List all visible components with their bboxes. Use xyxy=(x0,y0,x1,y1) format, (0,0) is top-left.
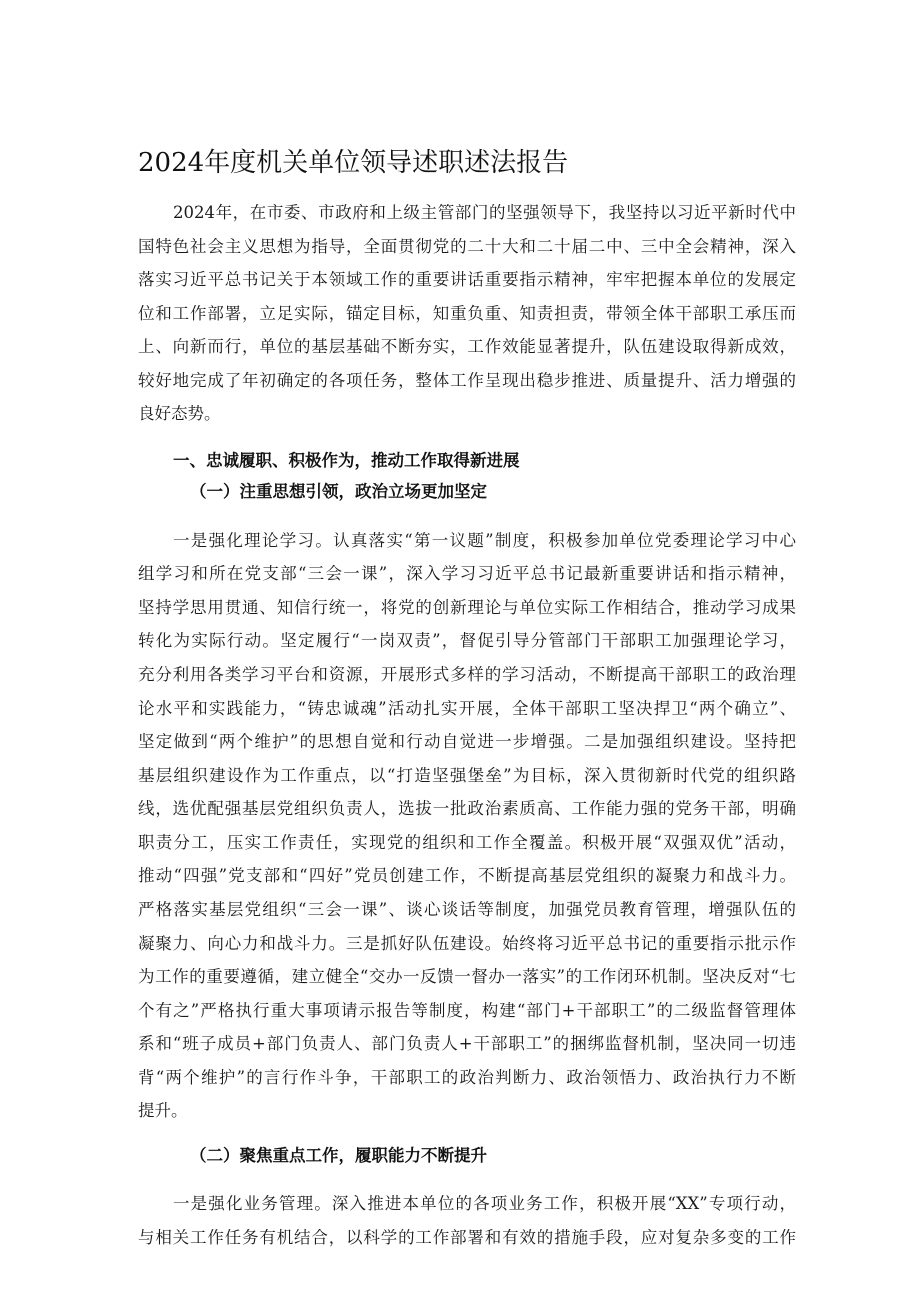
body-line: 基层组织建设作为工作重点，以“打造坚强堡垒”为目标，深入贯彻新时代党的组织路 xyxy=(138,766,796,785)
intro-line: 良好态势。 xyxy=(138,404,221,423)
body-line: 严格落实基层党组织“三会一课”、谈心谈话等制度，加强党员教育管理，增强队伍的 xyxy=(138,900,796,919)
section-heading: 一、忠诚履职、积极作为，推动工作取得新进展 xyxy=(173,451,520,470)
body-line: 提升。 xyxy=(138,1101,188,1120)
body-line: 个有之”严格执行重大事项请示报告等制度，构建“部门+干部职工”的二级监督管理体 xyxy=(138,1001,796,1020)
body-line: 组学习和所在党支部“三会一课”，深入学习习近平总书记最新重要讲话和指示精神， xyxy=(138,564,796,583)
body-line: 职责分工，压实工作责任，实现党的组织和工作全覆盖。积极开展“双强双优”活动， xyxy=(138,833,796,852)
body-line: 转化为实际行动。坚定履行“一岗双责”，督促引导分管部门干部职工加强理论学习， xyxy=(138,631,796,650)
intro-line: 上、向新而行，单位的基层基础不断夯实，工作效能显著提升，队伍建设取得新成效， xyxy=(138,337,796,356)
intro-line: 国特色社会主义思想为指导，全面贯彻党的二十大和二十届二中、三中全会精神，深入 xyxy=(138,237,796,256)
body-line: 充分利用各类学习平台和资源，开展形式多样的学习活动，不断提高干部职工的政治理 xyxy=(138,665,796,684)
body-line: 与相关工作任务有机结合，以科学的工作部署和有效的措施手段，应对复杂多变的工作 xyxy=(138,1228,796,1247)
body-line: 线，选优配强基层党组织负责人，选拔一批政治素质高、工作能力强的党务干部，明确 xyxy=(138,799,796,818)
subsection-heading: （一）注重思想引领，政治立场更加坚定 xyxy=(190,482,487,501)
body-line: 一是强化业务管理。深入推进本单位的各项业务工作，积极开展“XX”专项行动， xyxy=(173,1194,796,1213)
body-line: 论水平和实践能力，“铸忠诚魂”活动扎实开展，全体干部职工坚决捍卫“两个确立”、 xyxy=(138,699,796,718)
subsection-heading: （二）聚焦重点工作，履职能力不断提升 xyxy=(190,1146,487,1165)
intro-line: 落实习近平总书记关于本领域工作的重要讲话重要指示精神，牢牢把握本单位的发展定 xyxy=(138,270,796,289)
intro-line: 2024年，在市委、市政府和上级主管部门的坚强领导下，我坚持以习近平新时代中 xyxy=(173,203,796,222)
body-line: 推动“四强”党支部和“四好”党员创建工作，不断提高基层党组织的凝聚力和战斗力。 xyxy=(138,866,796,885)
body-line: 凝聚力、向心力和战斗力。三是抓好队伍建设。始终将习近平总书记的重要指示批示作 xyxy=(138,934,796,953)
body-line: 系和“班子成员+部门负责人、部门负责人+干部职工”的捆绑监督机制，坚决同一切违 xyxy=(138,1034,796,1053)
body-line: 为工作的重要遵循，建立健全“交办一反馈一督办一落实”的工作闭环机制。坚决反对“七 xyxy=(138,967,796,986)
intro-line: 位和工作部署，立足实际，锚定目标，知重负重、知责担责，带领全体干部职工承压而 xyxy=(138,304,796,323)
body-line: 坚定做到“两个维护”的思想自觉和行动自觉进一步增强。二是加强组织建设。坚持把 xyxy=(138,732,796,751)
body-line: 一是强化理论学习。认真落实“第一议题”制度，积极参加单位党委理论学习中心 xyxy=(173,531,796,550)
intro-line: 较好地完成了年初确定的各项任务，整体工作呈现出稳步推进、质量提升、活力增强的 xyxy=(138,371,796,390)
body-line: 坚持学思用贯通、知信行统一，将党的创新理论与单位实际工作相结合，推动学习成果 xyxy=(138,598,796,617)
body-line: 背“两个维护”的言行作斗争，干部职工的政治判断力、政治领悟力、政治执行力不断 xyxy=(138,1068,796,1087)
document-title: 2024年度机关单位领导述职述法报告 xyxy=(138,148,569,178)
